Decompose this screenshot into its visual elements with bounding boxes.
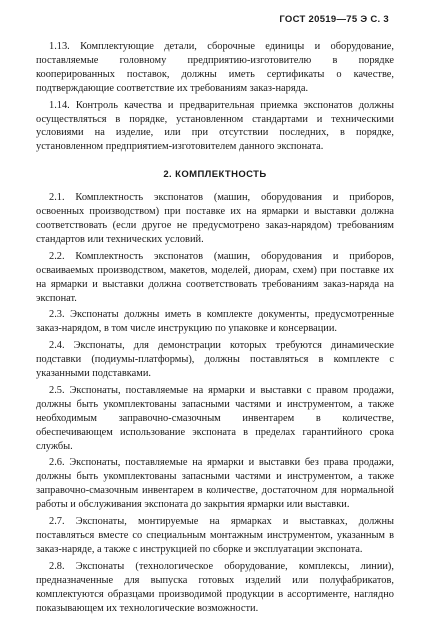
paragraph-2-5: 2.5. Экспонаты, поставляемые на ярмарки и выставки с правом продажи, должны быть укомплектованы запасными частями и инструментом, а также необходимым заправочно-смазочным инвентарем в количестве, обеспечивающем использование экспоната в пределах гарантийного срока службы. (36, 384, 394, 452)
paragraph-2-2: 2.2. Комплектность экспонатов (машин, оборудования и приборов, осваиваемых производством, макетов, моделей, диорам, схем) при поставке их на ярмарки и выставки должна соответствовать требованиям заказ-наряда на экспонат. (36, 250, 394, 304)
paragraph-2-8: 2.8. Экспонаты (технологическое оборудование, комплексы, линии), предназначенные для выпуска готовых изделий или полуфабрикатов, комплектуются образцами производимой продукции в ассортименте, наглядно показывающем их технологические возможности. (36, 560, 394, 614)
page-header-code: ГОСТ 20519—75 Э С. 3 (279, 14, 389, 25)
paragraph-1-14: 1.14. Контроль качества и предварительная приемка экспонатов должны осуществляться в порядке, установленном стандартами и техническими условиями на изделие, или при отсутствии последних, в порядке, установленном предприятием-изготовителем данного экспоната. (36, 99, 394, 153)
paragraph-2-6: 2.6. Экспонаты, поставляемые на ярмарки и выставки без права продажи, должны быть укомплектованы запасными частями и инструментом, а также заправочно-смазочным инвентарем в количестве, достаточном для нормальной работы и обслуживания экспоната до закрытия ярмарки или выставки. (36, 457, 394, 511)
paragraph-2-7: 2.7. Экспонаты, монтируемые на ярмарках и выставках, должны поставляться вместе со специальным монтажным инструментом, указанным в заказ-наряде, а также с инструкцией по сборке и эксплуатации экспоната. (36, 516, 394, 555)
paragraph-2-4: 2.4. Экспонаты, для демонстрации которых требуются динамические подставки (подиумы-платформы), должны поставляться в комплекте с указанными подставками. (36, 340, 394, 380)
paragraph-2-3: 2.3. Экспонаты должны иметь в комплекте документы, предусмотренные заказ-нарядом, в том числе инструкцию по упаковке и консервации. (36, 309, 394, 335)
document-body (36, 40, 394, 618)
paragraph-2-1: 2.1. Комплектность экспонатов (машин, оборудования и приборов, освоенных производством) при поставке их на ярмарки и выставки должна соответствовать (если другое не предусмотрено заказ-нарядом) требованиям стандартов или технических условий. (36, 192, 394, 245)
section-title: 2. КОМПЛЕКТНОСТЬ (163, 169, 267, 181)
paragraph-1-13: 1.13. Комплектующие детали, сборочные единицы и оборудование, поставляемые головному предприятию-изготовителю в порядке кооперированных поставок, должны иметь сертификаты о качестве, подтверждающие соответствие их требованиям заказ-наряда. (36, 41, 394, 94)
